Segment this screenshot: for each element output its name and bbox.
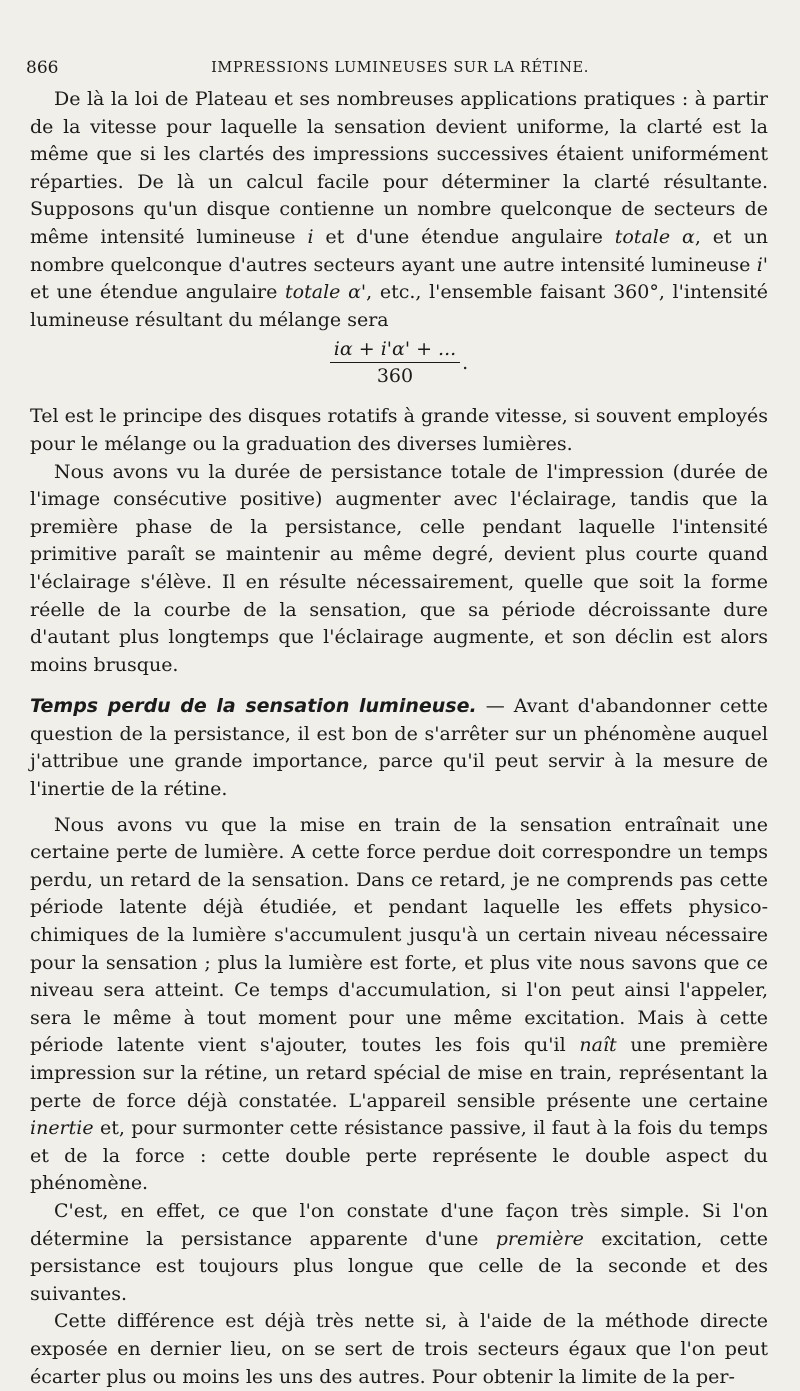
paragraph-rotating-disks: Tel est le principe des disques rotatifs à grande vitesse, si souvent employés pour le mélange ou la graduation des diverses lumières.: [30, 405, 768, 455]
page-header: [26, 58, 774, 82]
italic-word: inertie: [30, 1117, 94, 1140]
section-heading: Temps perdu de la sensation lumineuse.: [30, 695, 477, 718]
text-run: De là la loi de Plateau et ses nombreuses applications pratiques : à partir de la vitesse pour laquelle la sensation devient uniforme, la clarté est la même que si les clartés des impressions successives étaient uniformément réparties. De là un calcul facile pour déterminer la clarté résultante. Supposons qu'un disque contienne un nombre quelconque de secteurs de même intensité lumineuse: [30, 88, 768, 248]
text-run: et une étendue angulaire: [30, 281, 286, 304]
fraction: [330, 338, 460, 387]
italic-symbol: i': [756, 253, 768, 276]
text-run: C'est, en effet, ce que l'on constate d'une façon très simple. Si l'on détermine la persistance apparente d'une: [30, 1199, 768, 1250]
em-dash: —: [476, 695, 514, 718]
italic-symbol: i: [307, 225, 314, 248]
paragraph-three-sectors: Cette différence est déjà très nette si, à l'aide de la méthode directe exposée en dernier lieu, on se sert de trois secteurs égaux que l'on peut écarter plus ou moins les uns des autres. Pour obtenir la limite de la per-: [30, 1310, 768, 1388]
paragraph-retina-inertia: [30, 812, 768, 1198]
paragraph-first-excitation: [30, 1198, 768, 1308]
page-body: [30, 86, 768, 1391]
italic-term: totale α: [614, 225, 695, 248]
text-run: , et un nombre quelconque d'autres secteurs ayant une autre intensité lumineuse: [30, 225, 768, 276]
paragraph-plateau-law: [30, 86, 768, 334]
paragraph-persistence-duration: Nous avons vu la durée de persistance totale de l'impression (durée de l'image consécutive positive) augmenter avec l'éclairage, tandis que la première phase de la persistance, celle pendant laquelle l'intensité primitive paraît se maintenir au même degré, devient plus courte quand l'éclairage s'élève. Il en résulte nécessairement, quelle que soit la forme réelle de la courbe de la sensation, que sa période décroissante dure d'autant plus longtemps que l'éclairage augmente, et son déclin est alors moins brusque.: [30, 460, 768, 676]
intensity-formula: [30, 338, 768, 387]
text-run: excitation, cette persistance est toujours plus longue que celle de la seconde et des suivantes.: [30, 1227, 768, 1305]
text-run: et, pour surmonter cette résistance passive, il faut à la fois du temps et de la force : cette double perte représente le double aspect du phénomène.: [30, 1117, 768, 1195]
formula-period: .: [462, 351, 469, 374]
formula-denominator: 360: [376, 365, 414, 388]
text-run: Nous avons vu que la mise en train de la sensation entraînait une certaine perte de lumière. A cette force perdue doit correspondre un temps perdu, un retard de la sensation. Dans ce retard, je ne comprends pas cette période latente déjà étudiée, et pendant laquelle les effets physico-chimiques de la lumière s'accumulent jusqu'à un certain niveau nécessaire pour la sensation ; plus la lumière est forte, et plus vite nous savons que ce niveau sera atteint. Ce temps d'accumulation, si l'on peut ainsi l'appeler, sera le même à tout moment pour une même excitation. Mais à cette période latente vient s'ajouter, toutes les fois qu'il: [30, 813, 768, 1057]
running-title: IMPRESSIONS LUMINEUSES SUR LA RÉTINE.: [211, 60, 589, 76]
page-number: 866: [26, 58, 59, 78]
italic-word: naît: [579, 1034, 617, 1057]
italic-term: totale α': [285, 281, 367, 304]
paragraph-lost-time: [30, 693, 768, 803]
formula-numerator: iα + i'α' + ...: [330, 338, 460, 363]
text-run: Avant d'abandonner cette question de la persistance, il est bon de s'arrêter sur un phénomène auquel j'attribue une grande importance, parce qu'il peut servir à la mesure de l'inertie de la rétine.: [30, 695, 768, 801]
text-run: et d'une étendue angulaire: [313, 225, 615, 248]
text-run: une première impression sur la rétine, un retard spécial de mise en train, représentant la perte de force déjà constatée. L'appareil sensible présente une certaine: [30, 1034, 768, 1112]
text-run: , etc., l'ensemble faisant 360°, l'intensité lumineuse résultant du mélange sera: [30, 281, 768, 331]
italic-word: première: [495, 1227, 584, 1250]
